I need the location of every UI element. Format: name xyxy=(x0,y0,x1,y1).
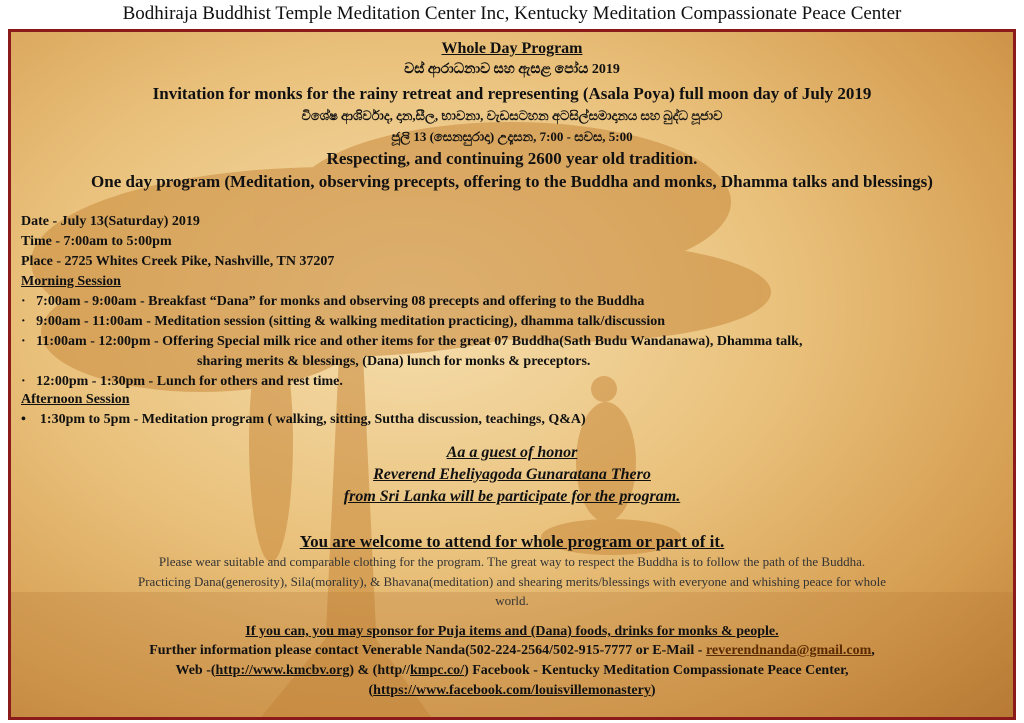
event-place: Place - 2725 Whites Creek Pike, Nashville, TN 37207 xyxy=(21,254,335,269)
guest-line-1: Aa a guest of honor xyxy=(446,444,578,461)
schedule-item: · 9:00am - 11:00am - Meditation session (sitting & walking meditation practicing), dhamma talk/discussion xyxy=(21,314,666,329)
schedule-item: • 1:30pm to 5pm - Meditation program ( walking, sitting, Suttha discussion, teachings, Q&A) xyxy=(21,412,586,427)
contact-line: Further information please contact Venerable Nanda(502-224-2564/502-915-7777 or E-Mail - reverendnanda@gmail.com, xyxy=(149,643,875,658)
event-time: Time - 7:00am to 5:00pm xyxy=(21,234,172,249)
guest-name: Reverend Eheliyagoda Gunaratana Thero xyxy=(373,466,651,483)
program-title: Whole Day Program xyxy=(441,40,583,57)
website-link-2[interactable]: kmpc.co/ xyxy=(410,663,465,678)
web-line: Web -(http://www.kmcbv.org) & (http//kmpc.co/) Facebook - Kentucky Meditation Compassionate Peace Center, xyxy=(175,663,849,678)
schedule-item: · 7:00am - 9:00am - Breakfast “Dana” for monks and observing 08 precepts and offering to the Buddha xyxy=(21,294,645,309)
guest-line-3: from Sri Lanka will be participate for the program. xyxy=(343,488,681,505)
page-header: Bodhiraja Buddhist Temple Meditation Center Inc, Kentucky Meditation Compassionate Peace Center xyxy=(0,0,1024,28)
morning-heading: Morning Session xyxy=(21,274,121,289)
sinhala-line-3: ජූලි 13 (සෙනසුරාදා) උදෑසන, 7:00 - සවස, 5:00 xyxy=(391,129,633,144)
sinhala-title: වස් ආරාධනාව සහ ඇසළ පෝය 2019 xyxy=(404,62,620,77)
facebook-line: (https://www.facebook.com/louisvillemonastery) xyxy=(368,683,656,698)
sponsor-text: If you can, you may sponsor for Puja items and (Dana) foods, drinks for monks & people. xyxy=(245,624,779,639)
schedule-item: · 12:00pm - 1:30pm - Lunch for others and rest time. xyxy=(21,374,343,389)
event-date: Date - July 13(Saturday) 2019 xyxy=(21,214,200,229)
email-link[interactable]: reverendnanda@gmail.com xyxy=(705,643,872,658)
invitation-text: Invitation for monks for the rainy retreat and representing (Asala Poya) full moon day of July 2019 xyxy=(152,84,872,103)
website-link[interactable]: http://www.kmcbv.org xyxy=(215,663,350,678)
practice-note-end: world. xyxy=(495,593,529,608)
welcome-text: You are welcome to attend for whole program or part of it. xyxy=(299,532,725,551)
afternoon-heading: Afternoon Session xyxy=(21,392,130,407)
tradition-text: Respecting, and continuing 2600 year old tradition. xyxy=(326,149,698,168)
practice-note: Practicing Dana(generosity), Sila(morality), & Bhavana(meditation) and shearing merits/blessings with everyone and whishing peace for whole xyxy=(137,574,886,589)
clothing-note: Please wear suitable and comparable clothing for the program. The great way to respect the Buddha is to follow the path of the Buddha. xyxy=(158,554,866,569)
flyer-content xyxy=(11,32,1013,717)
facebook-link[interactable]: https://www.facebook.com/louisvillemonastery xyxy=(373,683,651,698)
one-day-program: One day program (Meditation, observing precepts, offering to the Buddha and monks, Dhamma talks and blessings) xyxy=(91,172,933,191)
sinhala-line-2: විශේෂ ආශිර්වාද, දාන,සීල, භාවනා, වැඩසටහන අටසිල්සමාදානය සහ බුද්ධ පූජාව xyxy=(301,108,723,123)
schedule-item: · 11:00am - 12:00pm - Offering Special milk rice and other items for the great 07 Buddha(Sath Budu Wandanawa), Dhamma talk, xyxy=(21,334,803,349)
flyer xyxy=(8,29,1016,720)
schedule-item-continued: sharing merits & blessings, (Dana) lunch for monks & preceptors. xyxy=(197,354,591,369)
